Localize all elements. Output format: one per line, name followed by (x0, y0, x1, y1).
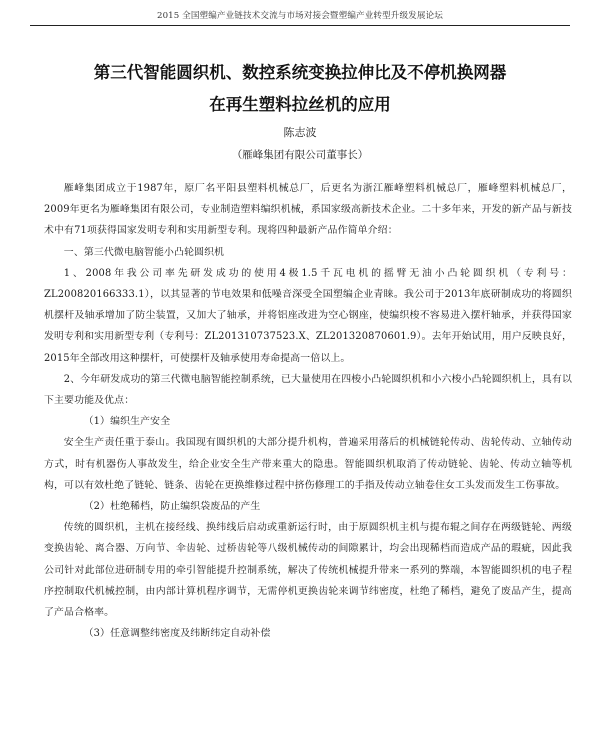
affiliation: （雁峰集团有限公司董事长） (231, 149, 369, 161)
running-head: 2015 全国塑编产业链技术交流与市场对接会暨塑编产业转型升级发展论坛 (157, 11, 443, 21)
paragraph-intro: 雁峰集团成立于1987年，原厂名平阳县塑料机械总厂，后更名为浙江雁峰塑料机械总厂，雁峰塑料机械总厂，2009年更名为雁峰集团有限公司，专业制造塑料编织机械，系国家级高新技术企业。二十多年来，开发的新产品与新技术中有71项获得国家发明专利和实用新型专利。现将四种最新产品作简单介绍： (44, 183, 572, 237)
title-line-1: 第三代智能圆织机、数控系统变换拉伸比及不停机换网器 (93, 63, 507, 82)
title-line-2: 在再生塑料拉丝机的应用 (209, 95, 391, 114)
header-rule (30, 25, 570, 26)
paragraph-4: 传统的圆织机，主机在接经线、换纬线后启动或重新运行时，由于原圆织机主机与提布辊之间存在两级链轮、两级变换齿轮、离合器、万向节、伞齿轮、过桥齿轮等八级机械传动的间隙累计，均会出现稀档而造成产品的瑕疵，因此我公司针对此部位进研制专用的牵引智能提升控制系统，解决了传统机械提升带来一系列的弊端，本智能圆织机的电子程序控制取代机械控制，由内部计算机程序调节，无需停机更换齿轮来调节纬密度，杜绝了稀档，避免了废品产生，提高了产品合格率。 (44, 522, 572, 619)
paragraph-3: 安全生产责任重于泰山。我国现有圆织机的大部分提升机构，普遍采用落后的机械链轮传动、齿轮传动、立轴传动方式，时有机器伤人事故发生，给企业安全生产带来重大的隐患。智能圆织机取消了传动链轮、齿轮、传动立轴等机构，可以有效杜绝了链轮、链条、齿轮在更换维修过程中挤伤修理工的手指及传动立轴卷住女工头发而发生工伤事故。 (44, 437, 572, 491)
article-body (44, 178, 572, 644)
paragraph-1: 1、2008年我公司率先研发成功的使用4极1.5千瓦电机的摇臂无油小凸轮圆织机（专利号：ZL200820166333.1），以其显著的节电效果和低噪音深受全国塑编企业青睐。我公司于2013年底研制成功的将圆织机摆杆及轴承增加了防尘装置，又加大了轴承，并将铝座改进为空心钢座，使编织梭不容易进入摆杆轴承，并获得国家发明专利和实用新型专利（专利号：ZL201310737523.X、ZL201320870601.9）。去年开始试用，用户反映良好，2015年全部改用这种摆杆，可使摆杆及轴承使用寿命提高一倍以上。 (44, 267, 572, 364)
author: 陈志波 (283, 126, 317, 139)
section-heading-1: 一、第三代微电脑智能小凸轮圆织机 (63, 246, 225, 258)
subheading-1: （1）编织生产安全 (83, 416, 171, 428)
subheading-3: （3）任意调整纬密度及纬断纬定自动补偿 (83, 628, 271, 640)
subheading-2: （2）杜绝稀档，防止编织袋废品的产生 (83, 501, 261, 513)
paragraph-2: 2、今年研发成功的第三代微电脑智能控制系统，已大量使用在四梭小凸轮圆织机和小六梭小凸轮圆织机上，具有以下主要功能及优点： (44, 373, 572, 407)
